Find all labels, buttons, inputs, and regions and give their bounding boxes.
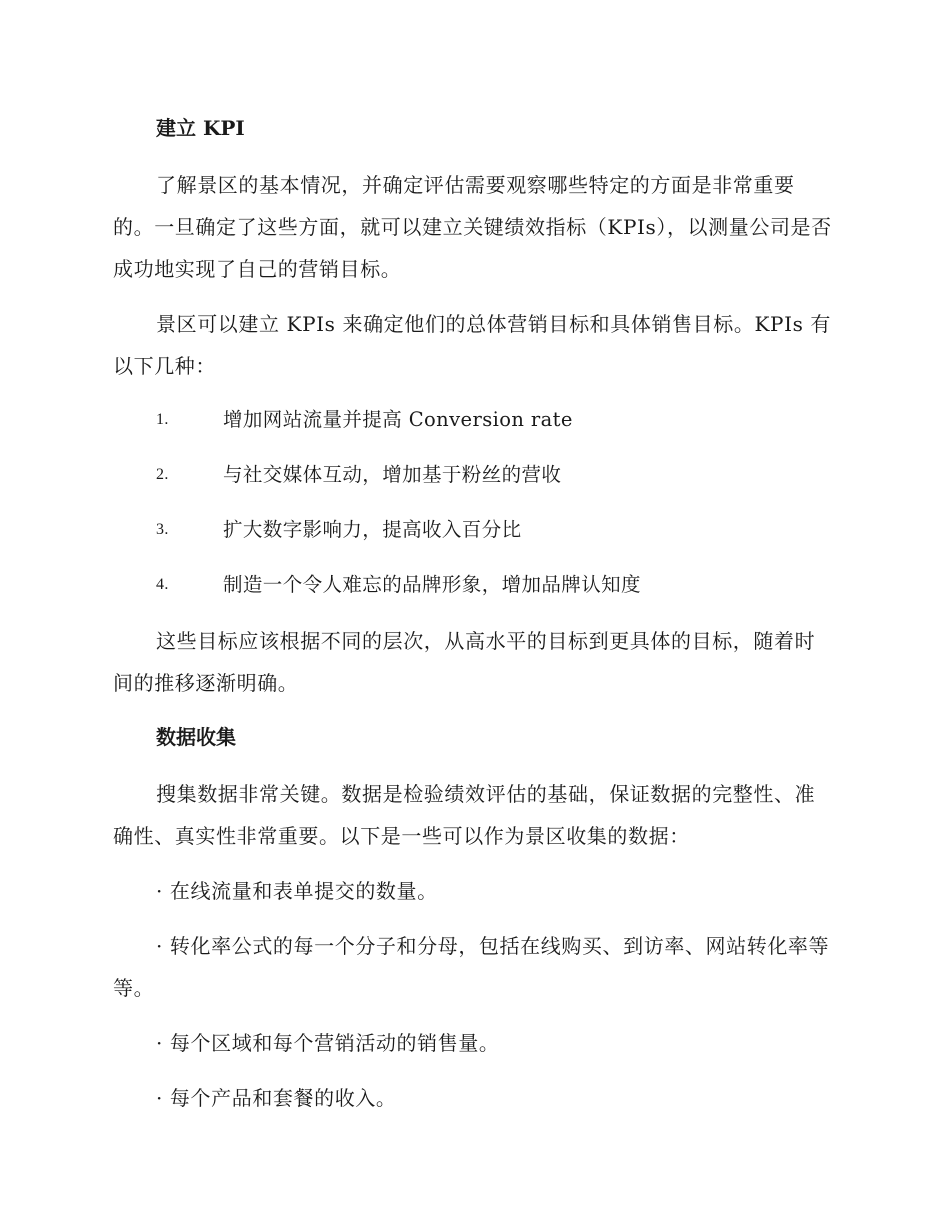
bullet-item: · 每个产品和套餐的收入。 xyxy=(156,1086,397,1110)
list-item xyxy=(113,510,833,550)
paragraph-kpi-intro: 了解景区的基本情况，并确定评估需要观察哪些特定的方面是非常重要的。一旦确定了这些方面，就可以建立关键绩效指标（KPIs），以测量公司是否成功地实现了自己的营销目标。 xyxy=(113,173,832,281)
list-text: 制造一个令人难忘的品牌形象，增加品牌认知度 xyxy=(223,573,641,596)
list-item xyxy=(113,565,833,605)
list-text: 扩大数字影响力，提高收入百分比 xyxy=(223,518,522,541)
section-heading-kpi: 建立 KPI xyxy=(156,116,245,140)
paragraph-kpi-types: 景区可以建立 KPIs 来确定他们的总体营销目标和具体销售目标。KPIs 有以下几种： xyxy=(113,312,831,378)
list-number: 1. xyxy=(156,411,169,428)
list-number: 4. xyxy=(156,576,169,593)
list-number: 3. xyxy=(156,521,169,538)
bullet-item: · 每个区域和每个营销活动的销售量。 xyxy=(156,1031,500,1055)
bullet-item: · 在线流量和表单提交的数量。 xyxy=(156,879,438,903)
paragraph-data-intro: 搜集数据非常关键。数据是检验绩效评估的基础，保证数据的完整性、准确性、真实性非常重要。以下是一些可以作为景区收集的数据： xyxy=(113,782,816,848)
paragraph-goal-levels: 这些目标应该根据不同的层次，从高水平的目标到更具体的目标，随着时间的推移逐渐明确。 xyxy=(113,629,816,695)
list-text: 增加网站流量并提高 Conversion rate xyxy=(223,408,573,431)
list-item xyxy=(113,400,833,440)
bullet-item: · 转化率公式的每一个分子和分母，包括在线购买、到访率、网站转化率等等。 xyxy=(113,934,830,1000)
list-number: 2. xyxy=(156,466,169,483)
document-content xyxy=(113,108,833,1132)
list-item xyxy=(113,455,833,495)
section-heading-data-collection: 数据收集 xyxy=(156,725,236,749)
list-text: 与社交媒体互动，增加基于粉丝的营收 xyxy=(223,463,562,486)
